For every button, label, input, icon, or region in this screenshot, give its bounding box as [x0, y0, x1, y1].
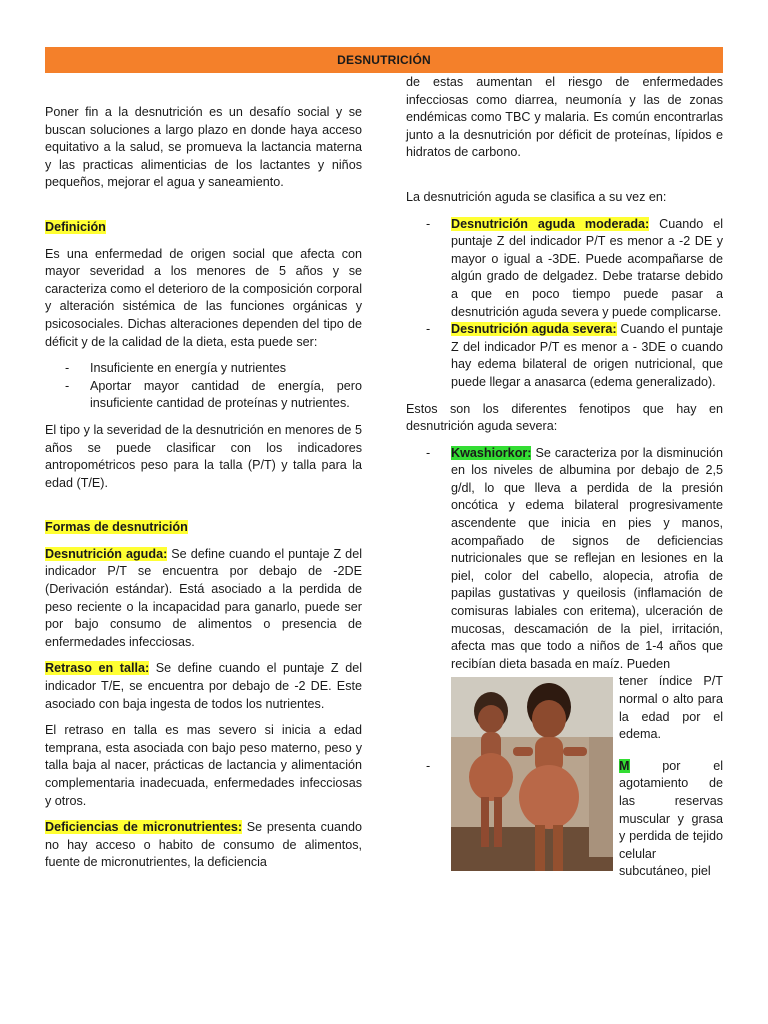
formas-heading: Formas de desnutrición [45, 520, 188, 535]
kwashiorkor-label: Kwashiorkor: [451, 445, 532, 460]
spacer [406, 171, 723, 189]
list-item: - Insuficiente en energía y nutrientes [45, 360, 362, 378]
diet-list [45, 360, 362, 413]
aguda-intro-paragraph: La desnutrición aguda se clasifica a su vez en: [406, 189, 667, 204]
marasmo-text: por el agotamiento de las reservas muscular y grasa y perdida de tejido celular subcutáneo, piel [619, 758, 723, 879]
left-column [45, 104, 362, 881]
figure-block [451, 673, 723, 743]
spacer [45, 201, 362, 219]
fenotipos-list [406, 445, 723, 881]
definicion-paragraph: Es una enfermedad de origen social que afecta con mayor severidad a los menores de 5 años y se caracteriza como el deterioro de la composición corporal y alteración sistémica de las funciones orgánicas y psicosociales. Dichas alteraciones dependen del tipo de déficit y de la calidad de la dieta, esta puede ser: [45, 246, 362, 349]
kwashiorkor-tail: tener índice P/T normal o alto para la edad por el edema. [619, 674, 723, 742]
definicion-heading: Definición [45, 219, 106, 234]
intro-paragraph: Poner fin a la desnutrición es un desafío social y se buscan soluciones a largo plazo en donde haya acceso equitativo a la salud, se promueva la lactancia materna y las practicas alimenticias de los lactantes y niños pequeños, mejorar el agua y saneamiento. [45, 105, 362, 190]
marasmo-label: M [619, 758, 630, 773]
continuation-paragraph: de estas aumentan el riesgo de enfermedades infecciosas como diarrea, neumonía y las de zonas endémicas como TBC y malaria. Es común encontrarlas junto a la desnutrición por déficit de proteínas, lípidos e hidratos de carbono. [406, 75, 723, 160]
list-item: - Aportar mayor cantidad de energía, pero insuficiente cantidad de proteínas y nutrientes. [45, 378, 362, 413]
list-item-kwashiorkor [406, 445, 723, 744]
page-title: DESNUTRICIÓN [337, 53, 431, 67]
micro-paragraph [45, 819, 362, 872]
retraso-label: Retraso en talla: [45, 661, 150, 676]
right-column [406, 74, 723, 890]
aguda-paragraph [45, 546, 362, 652]
retraso-detail-paragraph: El retraso en talla es mas severo si inicia a edad temprana, esta asociada con bajo peso materno, peso y talla baja al nacer, prácticas de lactancia y alimentación complementaria inadecuada, enfermedades infecciosas y otros. [45, 723, 362, 808]
list-item-marasmo [406, 758, 723, 881]
spacer [45, 501, 362, 519]
aguda-label: Desnutrición aguda: [45, 546, 168, 561]
moderada-label: Desnutrición aguda moderada: [451, 216, 650, 231]
micro-text: Se presenta cuando no hay acceso o habito de consumo de alimentos, fuente de micronutrientes, la deficiencia [45, 820, 362, 870]
fenotipos-paragraph: Estos son los diferentes fenotipos que hay en desnutrición aguda severa: [406, 401, 723, 434]
retraso-paragraph [45, 660, 362, 713]
list-item-moderada [406, 216, 723, 322]
title-banner [45, 47, 723, 73]
kwashiorkor-text: Se caracteriza por la disminución en los niveles de albumina por debajo de 2,5 g/dl, lo que lleva a perdida de la presión oncótica y edema bilateral progresivamente ascendente que inicia en pies y manos, acompañado de signos de deficiencias nutricionales que se reflejan en lesiones en la piel, color del cabello, alopecia, atrofia de papilas gustativas y queilosis (inflamación de comisuras labiales con eritema), ulceración de mucosas, descamación de la piel, irritación, afecta mas que todo a niños de 1-4 años que recibían dieta basada en maíz. Pueden [451, 445, 723, 671]
severa-label: Desnutrición aguda severa: [451, 322, 617, 337]
aguda-types-list [406, 216, 723, 392]
severa-text: Cuando el puntaje Z del indicador P/T es menor a - 3DE o cuando hay edema bilateral de origen nutricional, que puede llegar a anasarca (edema generalizado). [451, 322, 723, 389]
aguda-text: Se define cuando el puntaje Z del indicador P/T se encuentra por debajo de -2DE (Derivación estándar). Está asociado a la perdida de peso reciente o la incapacidad para ganarlo, puede ser por bajo consumo de alimentos o presencia de enfermedades infecciosas. [45, 546, 362, 649]
micro-label: Deficiencias de micronutrientes: [45, 820, 243, 835]
retraso-text: Se define cuando el puntaje Z del indicador T/E, se encuentra por debajo de -2 DE. Este asociado con baja ingesta de todos los nutrientes. [45, 661, 363, 711]
clasificacion-paragraph: El tipo y la severidad de la desnutrición en menores de 5 años se puede clasificar con los indicadores antropométricos peso para la talla (P/T) y talla para la edad (T/E). [45, 422, 362, 490]
moderada-text: Cuando el puntaje Z del indicador P/T es menor a -2 DE y mayor o igual a -3DE. Puede acompañarse de algún grado de delgadez. Debe tratarse debido a que en poco tiempo puede pasar a desnutrición aguda severa y puede complicarse. [451, 216, 723, 319]
list-item-severa [406, 321, 723, 391]
